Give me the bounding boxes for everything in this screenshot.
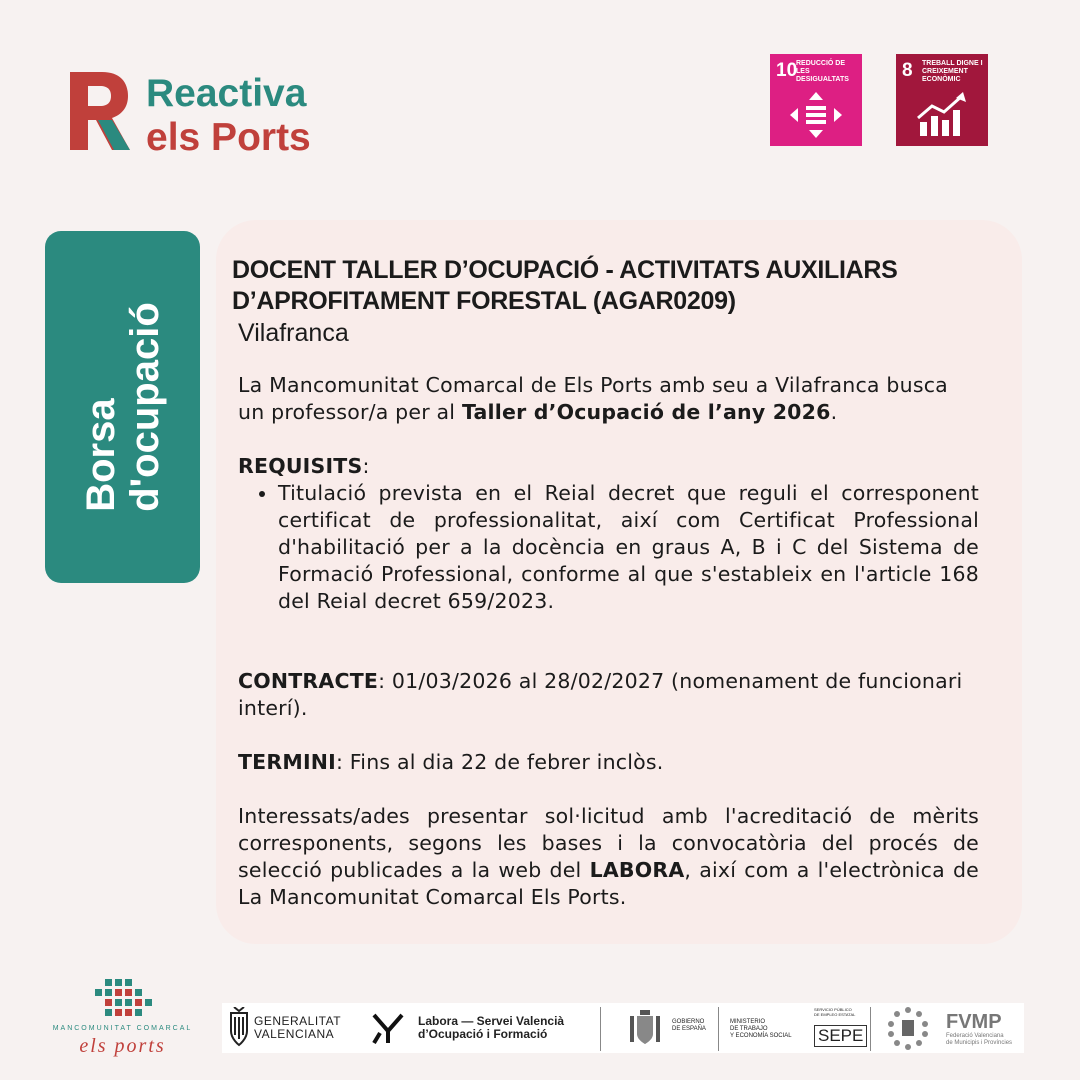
requisit-item: • Titulació prevista en el Reial decret que reguli el corresponent certificat de professionalitat, així com Certificat Professional d'habilitació per a la docència en graus A, B i C del Sistema de Formació Professional, conforme al que s'estableix en l'article 168 del Reial decret 659/2023. (278, 480, 979, 615)
termini-section (238, 749, 979, 776)
final-text-2: , així com a l'electrònica de La Mancomunitat Comarcal Els Ports. (238, 858, 979, 909)
side-label-line2: d'ocupació (122, 302, 167, 512)
borsa-ocupacio-tab (45, 231, 200, 583)
ministerio-label: MINISTERIO DE TRABAJO Y ECONOMÍA SOCIAL (730, 1019, 792, 1039)
intro-highlight: Taller d’Ocupació de l’any 2026 (461, 400, 831, 424)
reactiva-wordmark (146, 72, 311, 160)
intro-end: . (830, 400, 838, 424)
labora-mark-icon (370, 1009, 406, 1045)
generalitat-shield-icon (228, 1007, 250, 1047)
application-instructions (238, 803, 979, 911)
growth-chart-icon (916, 92, 968, 138)
equality-arrows-icon (790, 92, 842, 138)
mancomunitat-label: MANCOMUNITAT COMARCAL (52, 1025, 193, 1032)
job-title: DOCENT TALLER D’OCUPACIÓ - ACTIVITATS AUXILIARS D’APROFITAMENT FORESTAL (AGAR0209) (232, 256, 898, 315)
contracte-text: : 01/03/2026 al 28/02/2027 (nomenament de funcionari interí). (238, 669, 963, 720)
sepe-label: SEPE (814, 1025, 867, 1047)
sepe-caption: SERVICIO PÚBLICO DE EMPLEO ESTATAL (814, 1007, 856, 1017)
fvmp-emblem-icon (886, 1006, 930, 1050)
requisits-colon: : (362, 454, 370, 478)
requisits-list (238, 480, 979, 615)
job-intro (238, 372, 979, 426)
termini-label: TERMINI (238, 750, 336, 774)
sdg-8-number: 8 (902, 60, 913, 81)
divider (718, 1007, 719, 1051)
fvmp-label: FVMP (946, 1011, 1002, 1033)
footer (0, 965, 1080, 1065)
mancomunitat-name: els ports (79, 1035, 166, 1057)
side-label-line1: Borsa (78, 398, 123, 512)
sdg-10-title: REDUCCIÓ DE LES DESIGUALTATS (796, 60, 849, 83)
contracte-section (238, 668, 979, 722)
reactiva-r-mark (68, 70, 132, 152)
brand-line2: els Ports (146, 116, 311, 159)
divider (600, 1007, 601, 1051)
sdg-8-badge (896, 54, 988, 146)
reactiva-logo (68, 70, 358, 160)
mancomunitat-mark-icon (87, 977, 157, 1023)
termini-text: : Fins al dia 22 de febrer inclòs. (335, 750, 664, 774)
final-text-1: Interessats/ades presentar sol·licitud amb l'acreditació de mèrits corresponents, segons les bases i la convocatòria del procés de selecció publicades a la web del (238, 804, 979, 882)
generalitat-label: GENERALITAT VALENCIANA (254, 1014, 342, 1041)
contracte-label: CONTRACTE (238, 669, 379, 693)
borsa-ocupacio-label (79, 302, 167, 512)
sdg-10-number: 10 (776, 60, 798, 81)
spain-coat-of-arms-icon (626, 1008, 664, 1048)
brand-line1: Reactiva (146, 72, 307, 115)
mancomunitat-logo (35, 973, 210, 1058)
labora-label: Labora — Servei Valencià d’Ocupació i Formació (418, 1014, 565, 1041)
sdg-10-badge (770, 54, 862, 146)
requisits-label: REQUISITS (238, 454, 363, 478)
divider (870, 1007, 871, 1051)
requisits-section (238, 453, 979, 615)
fvmp-caption: Federació Valenciana de Municipis i Províncies (946, 1033, 1013, 1046)
labora-highlight: LABORA (589, 858, 685, 882)
job-location: Vilafranca (238, 319, 349, 347)
gobierno-label: GOBIERNO DE ESPAÑA (672, 1019, 706, 1032)
intro-text: La Mancomunitat Comarcal de Els Ports amb seu a Vilafranca busca un professor/a per al (238, 373, 948, 424)
sdg-8-title: TREBALL DIGNE I CREIXEMENT ECONÒMIC (922, 60, 983, 83)
sponsor-logos (222, 1003, 1024, 1053)
